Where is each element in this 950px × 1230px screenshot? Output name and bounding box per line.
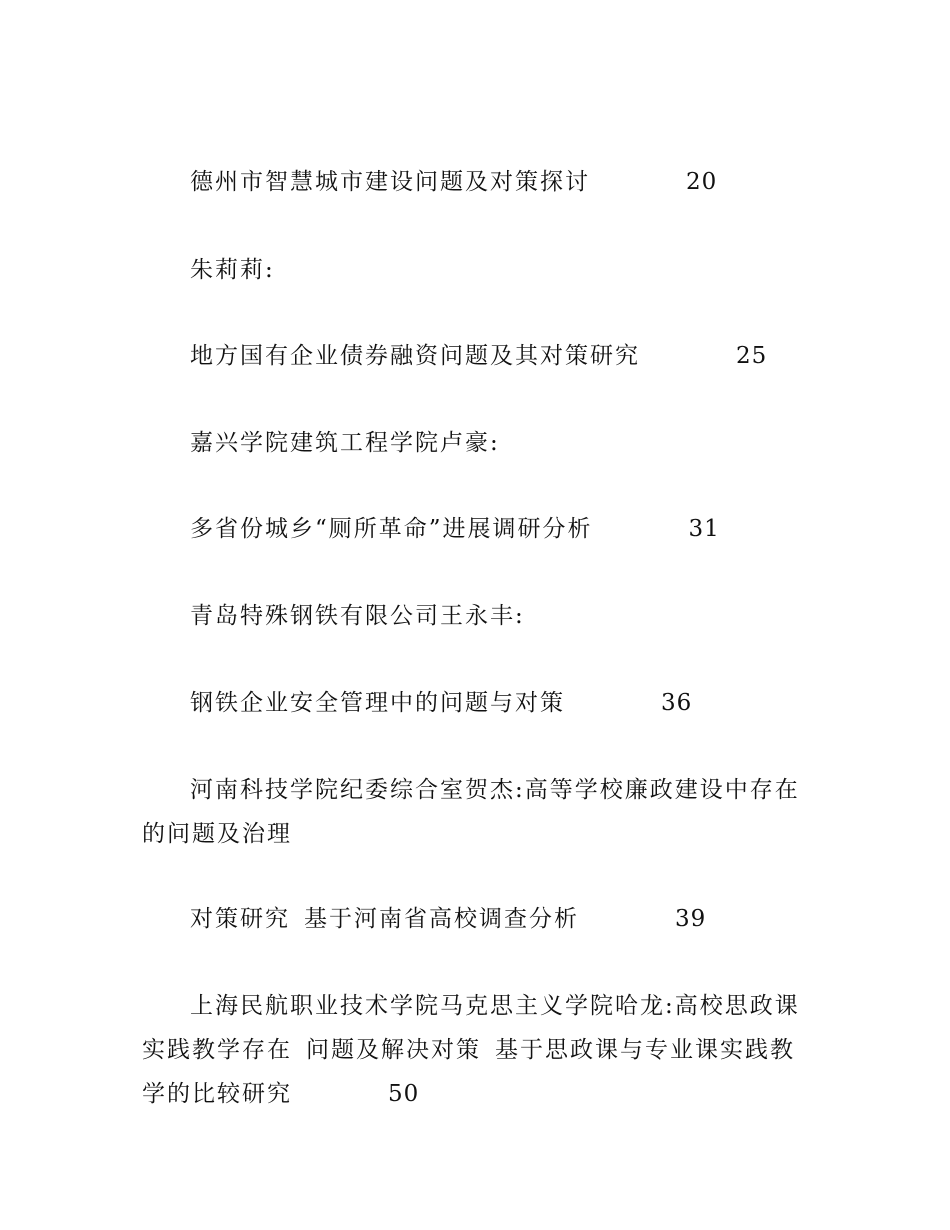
toc-entry	[142, 681, 814, 725]
toc-entry-page-number: 20	[686, 169, 718, 195]
toc-author	[142, 421, 814, 465]
toc-entry-page-number: 25	[736, 343, 768, 369]
toc-entry-title: 对策研究	[190, 906, 290, 932]
toc-entry-subtitle: 基于思政课与专业课实践教学的比较研究	[142, 1037, 795, 1107]
toc-entry-subtitle: 基于河南省高校调查分析	[304, 906, 579, 932]
toc-entry-page-number: 31	[688, 516, 720, 542]
toc-entry-page-number: 36	[661, 690, 693, 716]
toc-author-with-title	[142, 984, 814, 1116]
toc-entry-title: 问题及解决对策	[306, 1037, 481, 1063]
toc-entry-title: 多省份城乡“厕所革命”进展调研分析	[190, 516, 593, 542]
toc-author-title-text: 上海民航职业技术学院马克思主义学院哈龙:高校思政课实践教学存在	[142, 993, 800, 1063]
toc-entry-page-number: 39	[675, 906, 707, 932]
toc-entry	[142, 507, 814, 551]
toc-author-title-text: 河南科技学院纪委综合室贺杰:高等学校廉政建设中存在的问题及治理	[142, 777, 800, 847]
toc-author-label: 嘉兴学院建筑工程学院卢豪:	[190, 430, 500, 456]
toc-author	[142, 248, 814, 292]
toc-author-with-title	[142, 768, 814, 856]
toc-author	[142, 594, 814, 638]
toc-entry-title: 地方国有企业债券融资问题及其对策研究	[190, 343, 640, 369]
toc-entry-title: 钢铁企业安全管理中的问题与对策	[190, 690, 565, 716]
toc-author-label: 朱莉莉:	[190, 257, 275, 283]
toc-entry	[142, 897, 814, 941]
toc-entry	[142, 334, 814, 378]
toc-author-label: 青岛特殊钢铁有限公司王永丰:	[190, 603, 525, 629]
toc-entry	[142, 160, 814, 204]
toc-entry-page-number: 50	[388, 1081, 420, 1107]
toc-entry-title: 德州市智慧城市建设问题及对策探讨	[190, 169, 590, 195]
